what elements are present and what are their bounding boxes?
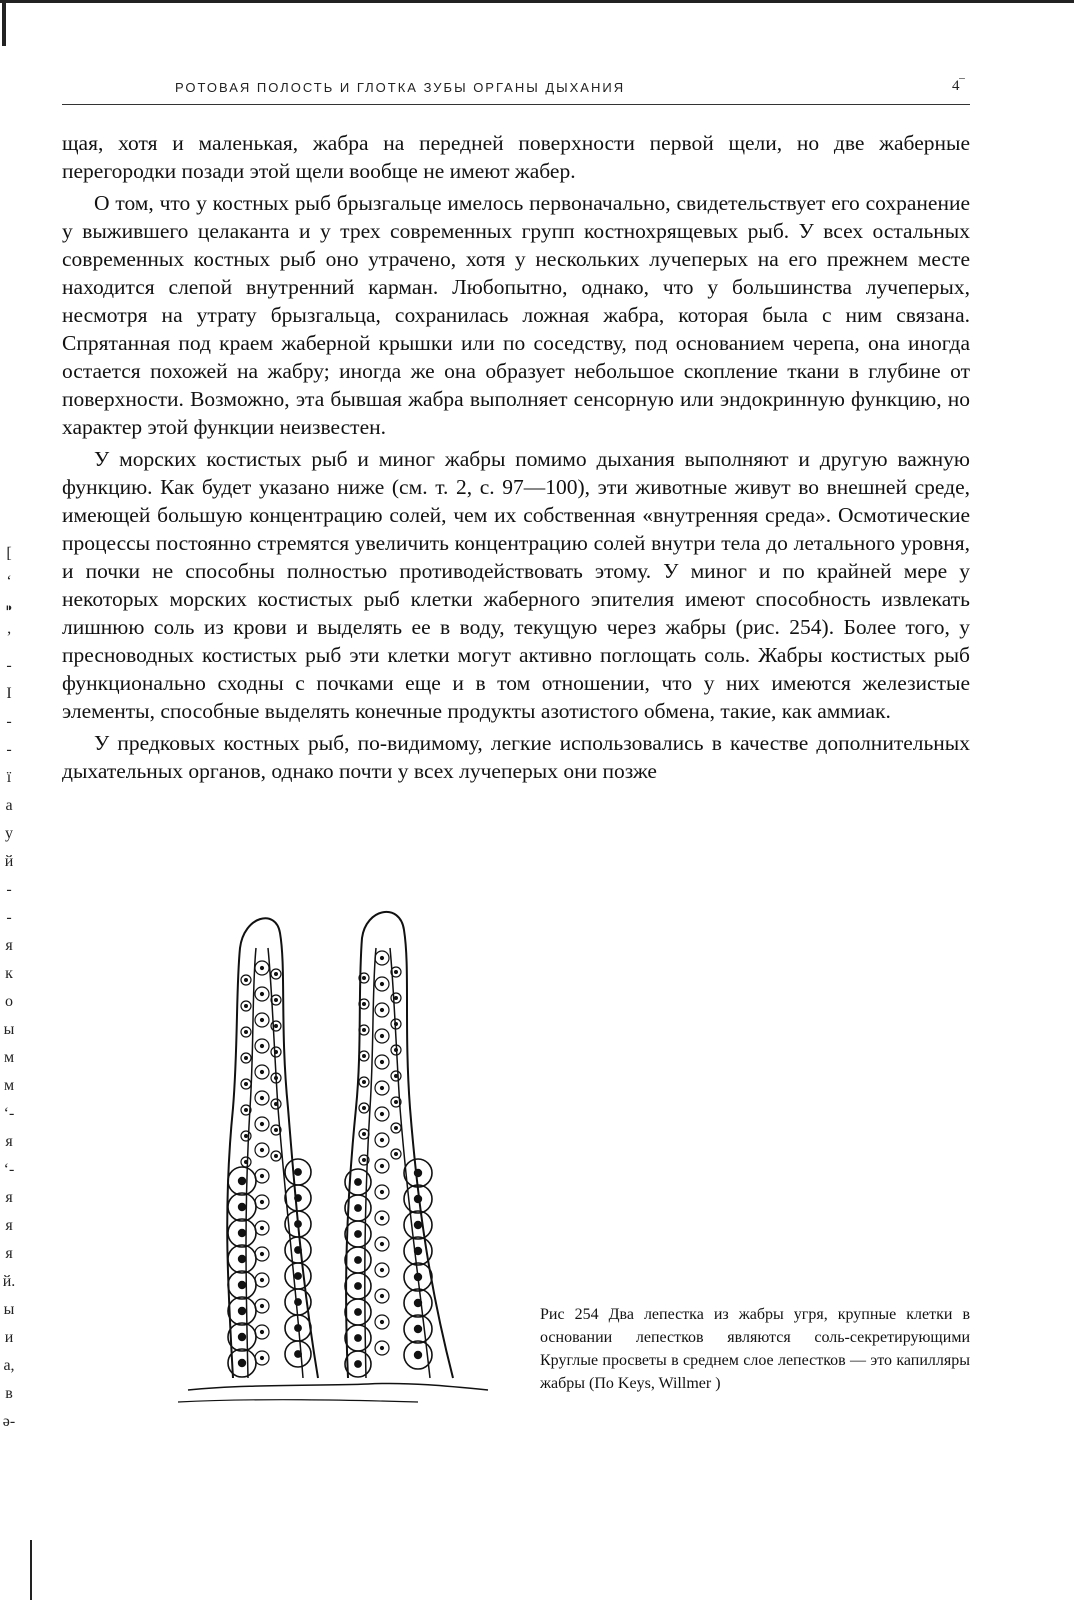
figure-caption: Рис 254 Два лепестка из жабры угря, крупные клетки в основании лепестков являются соль-секретирующими Круглые просветы в среднем слое лепестков — это капилляры жабры (По Keys, Willmer ) xyxy=(540,1306,970,1392)
top-border xyxy=(0,0,1074,3)
cell-nucleus xyxy=(260,1226,264,1230)
cell-nucleus xyxy=(354,1308,362,1316)
margin-fragment: - xyxy=(6,881,12,898)
cell-nucleus xyxy=(414,1273,422,1281)
cell-nucleus xyxy=(414,1221,422,1229)
margin-fragment: я xyxy=(5,937,13,954)
cell-nucleus xyxy=(380,1216,384,1220)
cell-nucleus xyxy=(244,1160,248,1164)
cell-nucleus xyxy=(394,1152,398,1156)
cell-nucleus xyxy=(362,1158,366,1162)
margin-fragment: - xyxy=(6,741,12,758)
margin-fragment: в xyxy=(5,1385,13,1402)
cell-nucleus xyxy=(354,1230,362,1238)
margin-fragment: к xyxy=(5,965,13,982)
cell-nucleus xyxy=(380,1060,384,1064)
cell-nucleus xyxy=(238,1333,246,1341)
margin-fragment: и xyxy=(4,1329,14,1346)
paragraph: У морских костистых рыб и миног жабры помимо дыхания выполняют и другую важную функцию. Как будет указано ниже (см. т. 2, с. 97—100), эти животные живут во внешней среде, имеющей большую концентрацию солей, чем их собственная «внутренняя среда». Осмотические процессы постоянно стремятся увеличить концентрацию солей внутри тела до летального уровня, и почки не способны полностью противодействовать этому. У миног и по крайней мере у некоторых морских костистых рыб клетки жаберного эпителия имеют способность извлекать лишнюю соль из крови и выделять ее в воду, текущую через жабры (рис. 254). Более того, у пресноводных костистых рыб эти клетки могут активно поглощать соль. Жабры костистых рыб функционально сходны с почками еще и в том отношении, что у них имеются железистые элементы, способные выделять конечные продукты азотистого обмена, такие, как аммиак. xyxy=(62,447,970,723)
cell-nucleus xyxy=(294,1194,302,1202)
margin-fragment: ʻ xyxy=(6,573,12,590)
paragraph: О том, что у костных рыб брызгальце имелось первоначально, свидетельствует его сохранение у выжившего целаканта и у трех современных групп костнохрящевых рыб. У всех остальных современных костных рыб оно утрачено, хотя у нескольких лучеперых на его прежнем месте находится слепой внутренний карман. Любопытно, однако, что у большинства лучеперых, несмотря на утрату брызгальца, сохранилась ложная жабра, которая была с ним связана. Спрятанная под краем жаберной крышки или по соседству, под основанием черепа, она иногда остается похожей на жабру; иногда же она образует небольшое скопление ткани в глубине от поверхности. Возможно, эта бывшая жабра выполняет сенсорную или эндокринную функцию, но характер этой функции неизвестен. xyxy=(62,191,970,439)
margin-fragment: ї xyxy=(6,769,12,786)
cell-nucleus xyxy=(260,1200,264,1204)
cell-nucleus xyxy=(362,1132,366,1136)
margin-fragment: [ xyxy=(6,545,12,562)
cell-nucleus xyxy=(260,1096,264,1100)
cell-nucleus xyxy=(260,1174,264,1178)
cell-nucleus xyxy=(294,1272,302,1280)
cell-nucleus xyxy=(354,1360,362,1368)
cell-nucleus xyxy=(362,1028,366,1032)
cell-nucleus xyxy=(354,1334,362,1342)
margin-fragment: я xyxy=(5,1133,13,1150)
cell-nucleus xyxy=(414,1299,422,1307)
cell-nucleus xyxy=(260,1122,264,1126)
cell-nucleus xyxy=(362,1106,366,1110)
cell-nucleus xyxy=(414,1247,422,1255)
paragraph: У предковых костных рыб, по-видимому, легкие использовались в качестве дополнительных дыхательных органов, однако почти у всех лучеперых они позже xyxy=(62,731,970,783)
cell-nucleus xyxy=(354,1204,362,1212)
gill-lamellae-illustration xyxy=(168,908,498,1428)
cell-nucleus xyxy=(380,1164,384,1168)
cell-nucleus xyxy=(244,1030,248,1034)
left-edge-mark xyxy=(2,0,6,46)
cell-nucleus xyxy=(244,1056,248,1060)
cell-nucleus xyxy=(260,1018,264,1022)
cell-nucleus xyxy=(354,1282,362,1290)
cell-nucleus xyxy=(238,1359,246,1367)
margin-fragment: a xyxy=(5,797,13,814)
cell-nucleus xyxy=(414,1325,422,1333)
cell-nucleus xyxy=(362,1002,366,1006)
cell-nucleus xyxy=(244,1082,248,1086)
margin-fragment: м xyxy=(3,1049,15,1066)
cell-nucleus xyxy=(394,1100,398,1104)
page-number: 4‾ xyxy=(952,78,965,94)
margin-fragments xyxy=(0,540,18,1436)
cell-nucleus xyxy=(414,1351,422,1359)
cell-nucleus xyxy=(354,1256,362,1264)
margin-fragment: й xyxy=(4,853,14,870)
cell-nucleus xyxy=(244,1108,248,1112)
margin-fragment: ы xyxy=(3,1301,15,1318)
cell-nucleus xyxy=(274,1102,278,1106)
cell-nucleus xyxy=(274,1076,278,1080)
cell-nucleus xyxy=(380,1138,384,1142)
header-rule xyxy=(62,104,970,105)
cell-nucleus xyxy=(380,1242,384,1246)
cell-nucleus xyxy=(238,1281,246,1289)
cell-nucleus xyxy=(394,970,398,974)
margin-fragment: я xyxy=(5,1245,13,1262)
cell-nucleus xyxy=(394,1074,398,1078)
margin-fragment: ⁍ xyxy=(5,601,13,618)
cell-nucleus xyxy=(238,1203,246,1211)
margin-fragment: ʼ xyxy=(6,629,12,646)
margin-fragment: I xyxy=(6,685,12,702)
cell-nucleus xyxy=(294,1350,302,1358)
cell-nucleus xyxy=(244,1004,248,1008)
cell-nucleus xyxy=(260,1148,264,1152)
cell-nucleus xyxy=(260,1356,264,1360)
margin-fragment: ʻ- xyxy=(3,1105,15,1122)
cell-nucleus xyxy=(260,1304,264,1308)
cell-nucleus xyxy=(394,996,398,1000)
margin-fragment: а, xyxy=(3,1357,15,1374)
margin-fragment: о xyxy=(5,993,13,1010)
running-title: РОТОВАЯ ПОЛОСТЬ И ГЛОТКА ЗУБЫ ОРГАНЫ ДЫХАНИЯ xyxy=(175,80,626,95)
cell-nucleus xyxy=(294,1168,302,1176)
cell-nucleus xyxy=(380,1346,384,1350)
cell-nucleus xyxy=(274,1128,278,1132)
cell-nucleus xyxy=(380,1294,384,1298)
cell-nucleus xyxy=(294,1298,302,1306)
margin-fragment: у xyxy=(5,825,13,842)
margin-fragment: й. xyxy=(2,1273,16,1290)
margin-fragment: я xyxy=(5,1217,13,1234)
cell-nucleus xyxy=(294,1220,302,1228)
cell-nucleus xyxy=(260,1070,264,1074)
margin-fragment: - xyxy=(6,909,12,926)
margin-fragment: ʻ- xyxy=(3,1161,15,1178)
paragraph: щая, хотя и маленькая, жабра на передней поверхности первой щели, но две жаберные перегородки позади этой щели вообще не имеют жабер. xyxy=(62,131,970,183)
margin-fragment: ы xyxy=(3,1021,15,1038)
cell-nucleus xyxy=(380,1086,384,1090)
cell-nucleus xyxy=(362,1054,366,1058)
cell-nucleus xyxy=(394,1126,398,1130)
cell-nucleus xyxy=(238,1229,246,1237)
cell-nucleus xyxy=(380,1008,384,1012)
cell-nucleus xyxy=(294,1246,302,1254)
margin-fragment: я xyxy=(5,1189,13,1206)
cell-nucleus xyxy=(274,1154,278,1158)
cell-nucleus xyxy=(380,1190,384,1194)
margin-fragment: - xyxy=(6,657,12,674)
cell-nucleus xyxy=(354,1178,362,1186)
margin-fragment: - xyxy=(6,713,12,730)
cell-nucleus xyxy=(238,1255,246,1263)
margin-fragment: м xyxy=(3,1077,15,1094)
cell-nucleus xyxy=(238,1307,246,1315)
cell-nucleus xyxy=(394,1048,398,1052)
cell-nucleus xyxy=(244,978,248,982)
cell-nucleus xyxy=(380,1320,384,1324)
cell-nucleus xyxy=(380,982,384,986)
cell-nucleus xyxy=(260,1252,264,1256)
cell-nucleus xyxy=(274,998,278,1002)
margin-fragment: ә- xyxy=(2,1413,16,1430)
cell-nucleus xyxy=(362,1080,366,1084)
cell-nucleus xyxy=(380,956,384,960)
cell-nucleus xyxy=(274,1050,278,1054)
cell-nucleus xyxy=(380,1112,384,1116)
cell-nucleus xyxy=(238,1177,246,1185)
cell-nucleus xyxy=(260,966,264,970)
cell-nucleus xyxy=(274,1024,278,1028)
cell-nucleus xyxy=(274,972,278,976)
cell-nucleus xyxy=(260,1044,264,1048)
cell-nucleus xyxy=(380,1034,384,1038)
cell-nucleus xyxy=(414,1169,422,1177)
body-text xyxy=(62,129,970,789)
cell-nucleus xyxy=(260,1330,264,1334)
figure-gill-lamellae xyxy=(168,908,498,1428)
cell-nucleus xyxy=(294,1324,302,1332)
left-edge-mark-bottom xyxy=(30,1540,32,1600)
cell-nucleus xyxy=(394,1022,398,1026)
cell-nucleus xyxy=(362,976,366,980)
cell-nucleus xyxy=(380,1268,384,1272)
cell-nucleus xyxy=(414,1195,422,1203)
cell-nucleus xyxy=(244,1134,248,1138)
cell-nucleus xyxy=(260,1278,264,1282)
cell-nucleus xyxy=(260,992,264,996)
